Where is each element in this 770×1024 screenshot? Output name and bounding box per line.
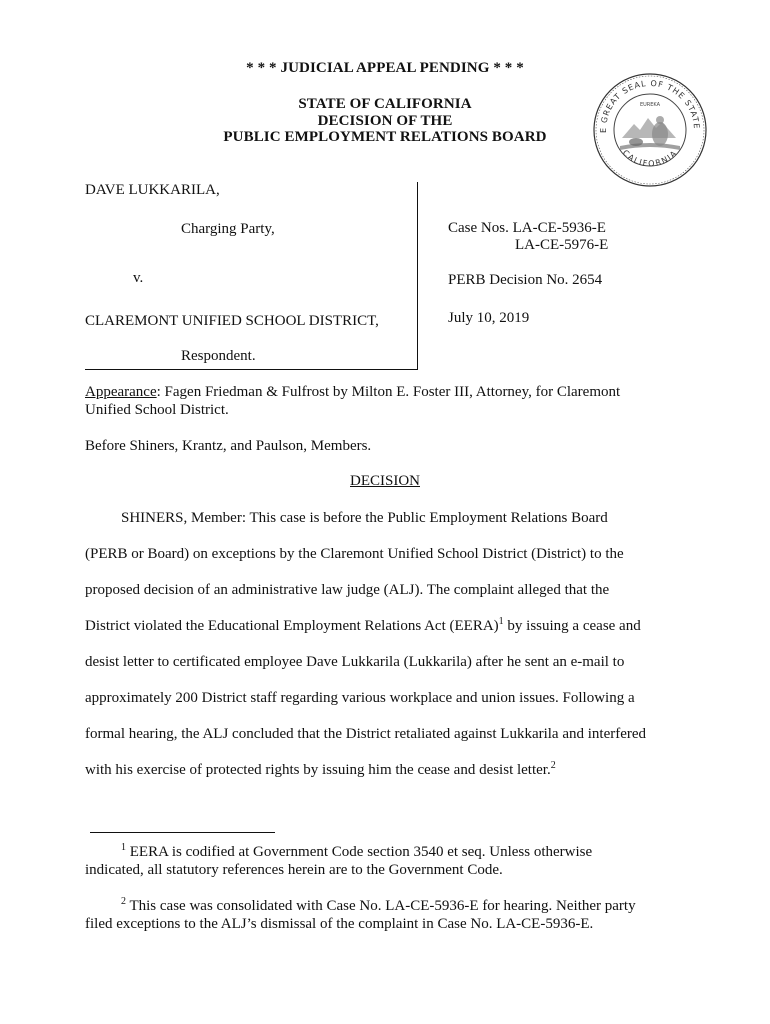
body-line-4a: District violated the Educational Employment Relations Act (EERA) (85, 618, 499, 634)
caption-divider-vertical (417, 182, 418, 370)
versus: v. (133, 270, 144, 286)
footnote-ref-1[interactable]: 1 (498, 616, 504, 627)
appearance-label: Appearance (85, 384, 157, 400)
body-line-4 (85, 618, 685, 635)
header-line-decision: DECISION OF THE (317, 113, 453, 129)
svg-text:CALIFORNIA (621, 148, 680, 168)
seal-bottom-text: CALIFORNIA (620, 148, 680, 169)
seal-top-text: E GREAT SEAL OF THE STATE (598, 78, 702, 134)
body-line-4b: by issuing a cease and (503, 618, 641, 634)
decision-date: July 10, 2019 (448, 310, 530, 326)
body-line-6: approximately 200 District staff regarding various workplace and union issues. Following a (85, 690, 635, 706)
respondent-role: Respondent. (181, 348, 256, 364)
decision-heading: DECISION (350, 473, 420, 489)
body-line-8a: with his exercise of protected rights by issuing him the cease and desist letter. (85, 762, 551, 778)
footnote-ref-2[interactable]: 2 (550, 760, 556, 771)
seal-motto: EUREKA (639, 102, 661, 108)
footnote-1-line-2: indicated, all statutory references herein are to the Government Code. (85, 862, 503, 878)
body-line-3: proposed decision of an administrative law judge (ALJ). The complaint alleged that the (85, 582, 610, 598)
footnote-1-line-1 (121, 844, 721, 861)
footnote-1-text: EERA is codified at Government Code section 3540 et seq. Unless otherwise (126, 844, 593, 860)
body-line-7: formal hearing, the ALJ concluded that the District retaliated against Lukkarila and interfered (85, 726, 647, 742)
header-line-state: STATE OF CALIFORNIA (298, 96, 472, 112)
before-members: Before Shiners, Krantz, and Paulson, Members. (85, 438, 372, 454)
state-seal-icon (590, 70, 710, 190)
header-line-board: PUBLIC EMPLOYMENT RELATIONS BOARD (223, 129, 547, 145)
case-numbers: Case Nos. LA-CE-5936-E (448, 220, 606, 236)
body-line-1: SHINERS, Member: This case is before the Public Employment Relations Board (121, 510, 608, 526)
perb-decision-number: PERB Decision No. 2654 (448, 272, 603, 288)
appeal-banner: * * * JUDICIAL APPEAL PENDING * * * (246, 60, 524, 76)
body-line-5: desist letter to certificated employee Dave Lukkarila (Lukkarila) after he sent an e-mail to (85, 654, 625, 670)
body-line-2: (PERB or Board) on exceptions by the Claremont Unified School District (District) to the (85, 546, 624, 562)
footnote-2-line-2: filed exceptions to the ALJ’s dismissal of the complaint in Case No. LA-CE-5936-E. (85, 916, 594, 932)
body-line-8 (85, 762, 685, 779)
charging-party-name: DAVE LUKKARILA, (85, 182, 220, 198)
footnote-1-mark: 1 (121, 842, 126, 853)
appearance-line-1 (85, 384, 685, 401)
respondent-name: CLAREMONT UNIFIED SCHOOL DISTRICT, (85, 313, 379, 329)
charging-party-role: Charging Party, (181, 221, 275, 237)
appearance-line-2: Unified School District. (85, 402, 229, 418)
appearance-text: : Fagen Friedman & Fulfrost by Milton E. Foster III, Attorney, for Claremont (156, 384, 621, 400)
footnote-2-text: This case was consolidated with Case No. LA-CE-5936-E for hearing. Neither party (126, 898, 636, 914)
case-number-2: LA-CE-5976-E (515, 237, 609, 253)
footnote-separator (90, 832, 275, 833)
caption-divider-horizontal (85, 369, 418, 370)
footnote-2-line-1 (121, 898, 721, 915)
footnote-2-mark: 2 (121, 896, 126, 907)
